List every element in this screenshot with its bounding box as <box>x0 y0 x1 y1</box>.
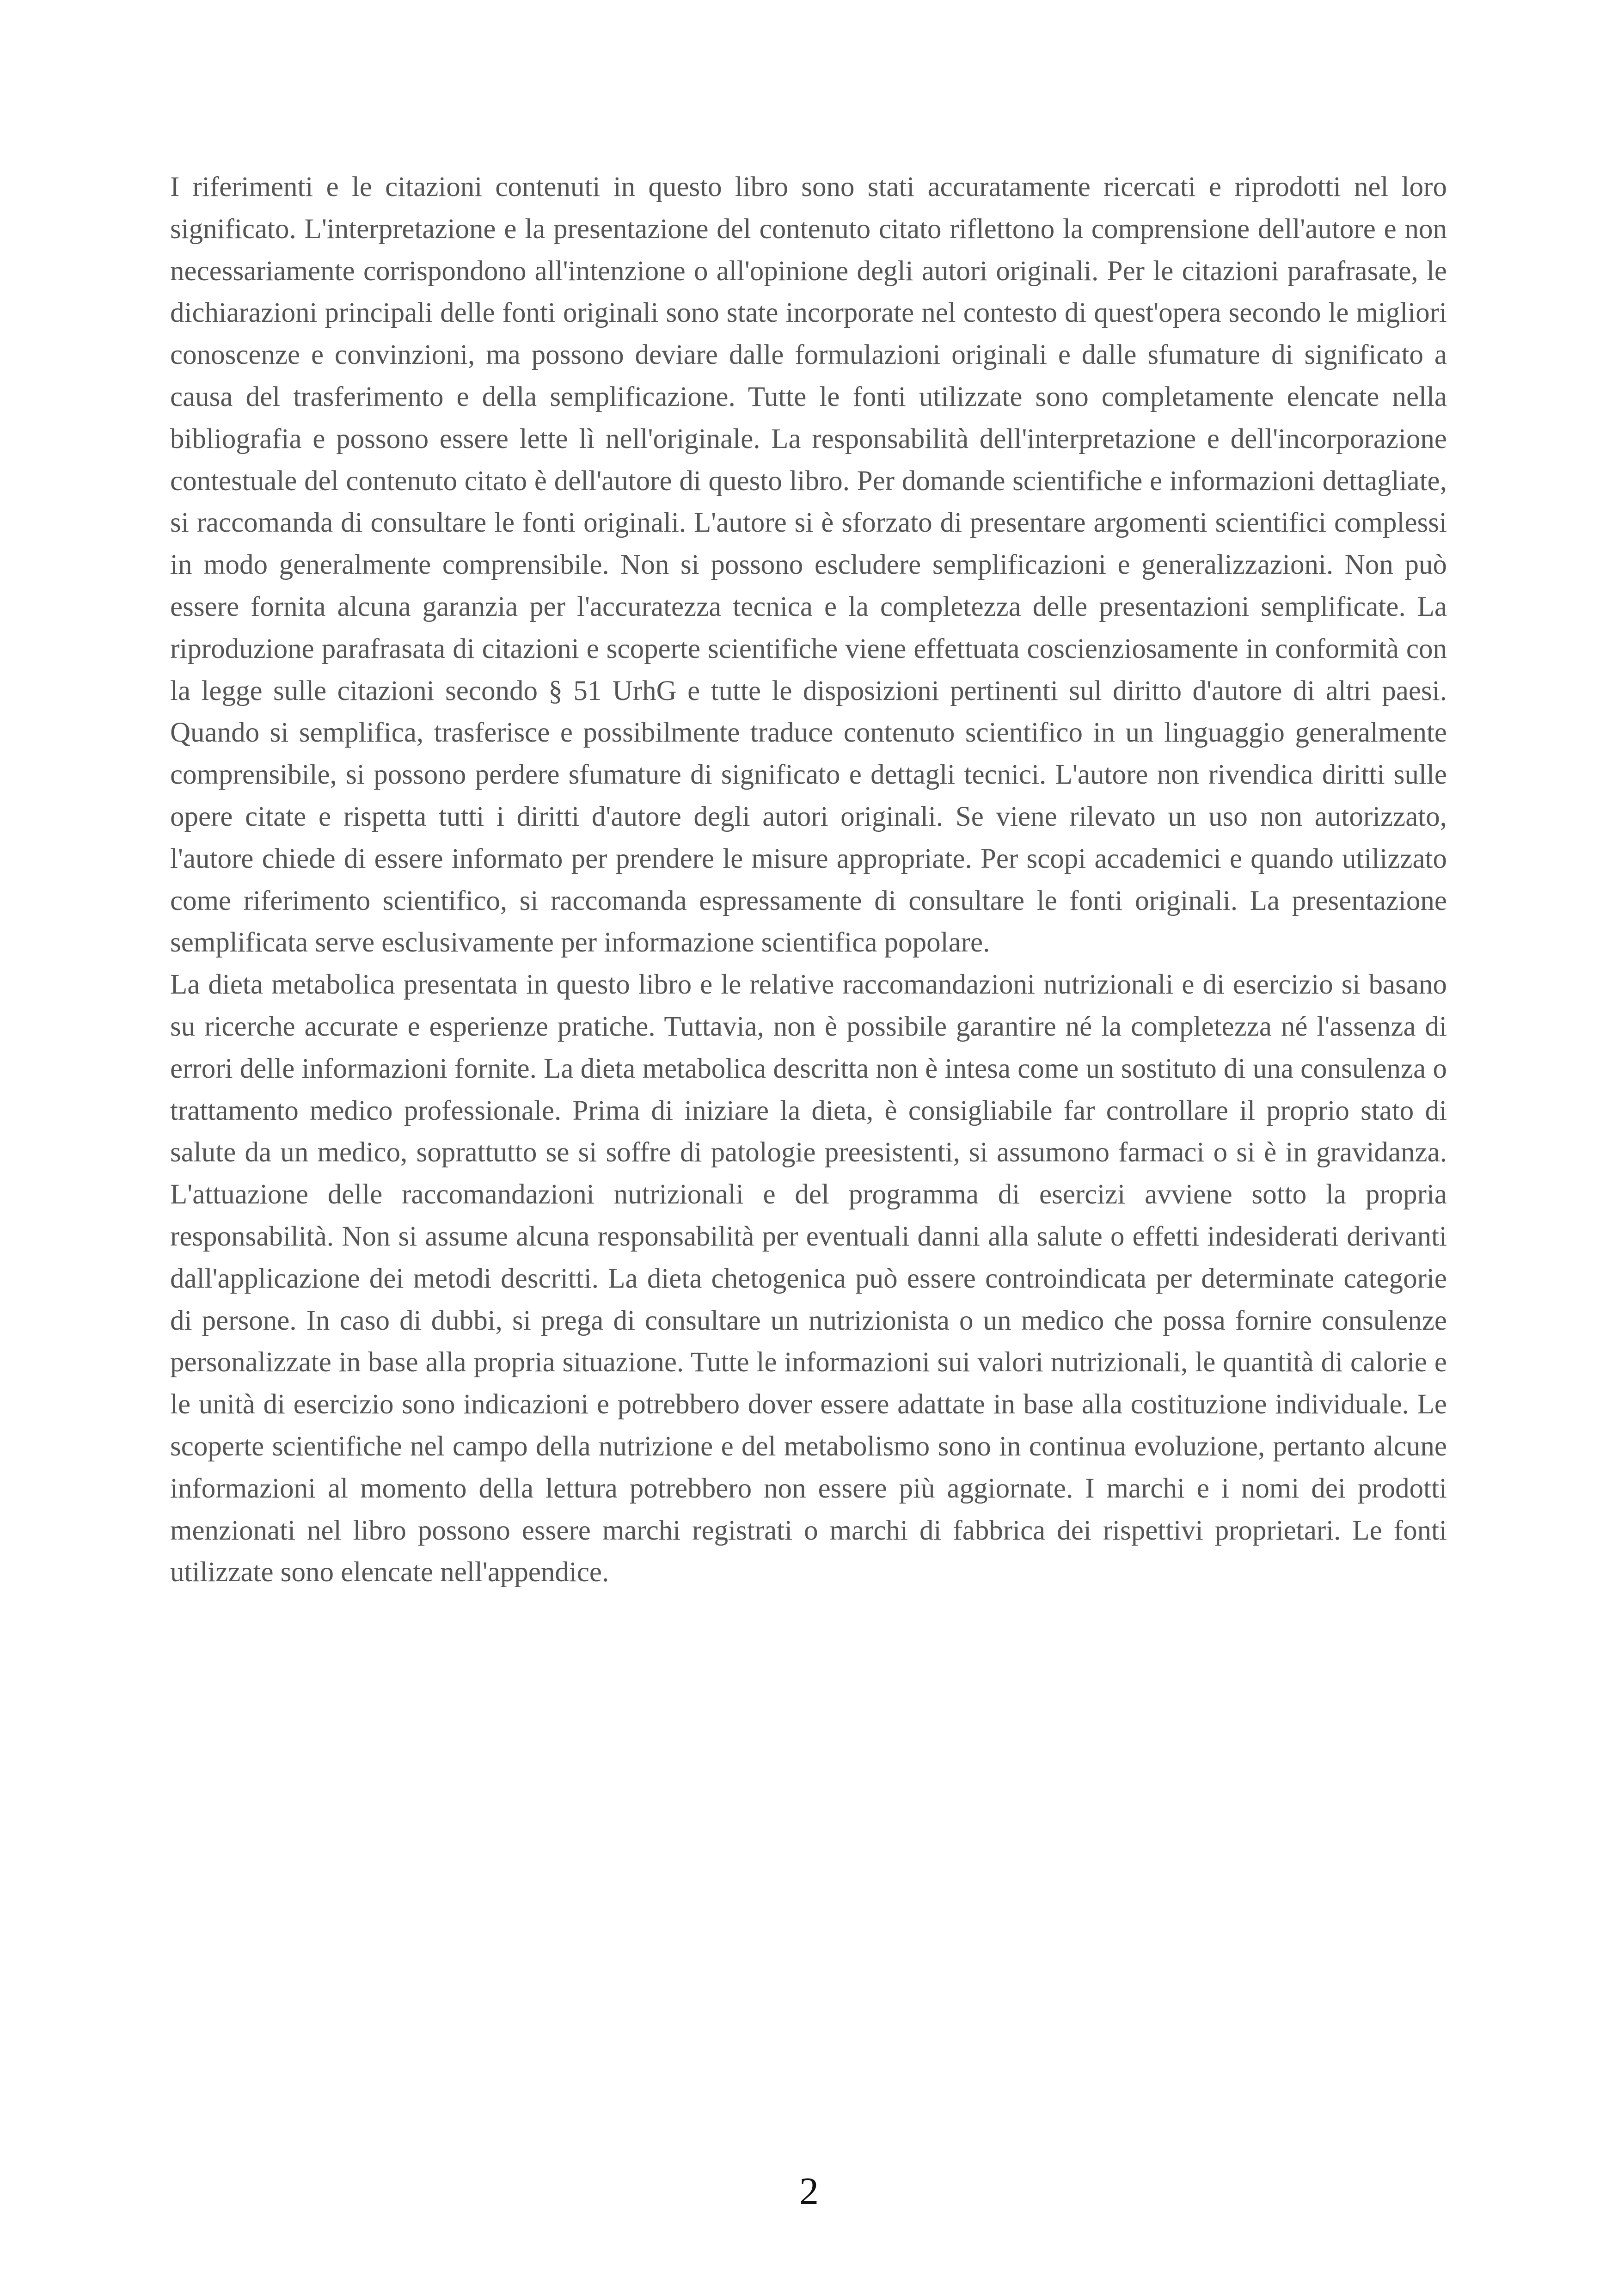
page-number: 2 <box>799 2170 819 2213</box>
paragraph-citations-disclaimer: I riferimenti e le citazioni contenuti in questo libro sono stati accuratamente ricercati e riprodotti nel loro significato. L'interpretazione e la presentazione del contenuto citato riflettono la comprensione dell'autore e non necessariamente corrispondono all'intenzione o all'opinione degli autori originali. Per le citazioni parafrasate, le dichiarazioni principali delle fonti originali sono state incorporate nel contesto di quest'opera secondo le migliori conoscenze e convinzioni, ma possono deviare dalle formulazioni originali e dalle sfumature di significato a causa del trasferimento e della semplificazione. Tutte le fonti utilizzate sono completamente elencate nella bibliografia e possono essere lette lì nell'originale. La responsabilità dell'interpretazione e dell'incorporazione contestuale del contenuto citato è dell'autore di questo libro. Per domande scientifiche e informazioni dettagliate, si raccomanda di consultare le fonti originali. L'autore si è sforzato di presentare argomenti scientifici complessi in modo generalmente comprensibile. Non si possono escludere semplificazioni e generalizzazioni. Non può essere fornita alcuna garanzia per l'accuratezza tecnica e la completezza delle presentazioni semplificate. La riproduzione parafrasata di citazioni e scoperte scientifiche viene effettuata coscienziosamente in conformità con la legge sulle citazioni secondo § 51 UrhG e tutte le disposizioni pertinenti sul diritto d'autore di altri paesi. Quando si semplifica, trasferisce e possibilmente traduce contenuto scientifico in un linguaggio generalmente comprensibile, si possono perdere sfumature di significato e dettagli tecnici. L'autore non rivendica diritti sulle opere citate e rispetta tutti i diritti d'autore degli autori originali. Se viene rilevato un uso non autorizzato, l'autore chiede di essere informato per prendere le misure appropriate. Per scopi accademici e quando utilizzato come riferimento scientifico, si raccomanda espressamente di consultare le fonti originali. La presentazione semplificata serve esclusivamente per informazione scientifica popolare. <box>170 172 1447 958</box>
paragraph-diet-disclaimer: La dieta metabolica presentata in questo libro e le relative raccomandazioni nutrizionali e di esercizio si basano su ricerche accurate e esperienze pratiche. Tuttavia, non è possibile garantire né la completezza né l'assenza di errori delle informazioni fornite. La dieta metabolica descritta non è intesa come un sostituto di una consulenza o trattamento medico professionale. Prima di iniziare la dieta, è consigliabile far controllare il proprio stato di salute da un medico, soprattutto se si soffre di patologie preesistenti, si assumono farmaci o si è in gravidanza. L'attuazione delle raccomandazioni nutrizionali e del programma di esercizi avviene sotto la propria responsabilità. Non si assume alcuna responsabilità per eventuali danni alla salute o effetti indesiderati derivanti dall'applicazione dei metodi descritti. La dieta chetogenica può essere controindicata per determinate categorie di persone. In caso di dubbi, si prega di consultare un nutrizionista o un medico che possa fornire consulenze personalizzate in base alla propria situazione. Tutte le informazioni sui valori nutrizionali, le quantità di calorie e le unità di esercizio sono indicazioni e potrebbero dover essere adattate in base alla costituzione individuale. Le scoperte scientifiche nel campo della nutrizione e del metabolismo sono in continua evoluzione, pertanto alcune informazioni al momento della lettura potrebbero non essere più aggiornate. I marchi e i nomi dei prodotti menzionati nel libro possono essere marchi registrati o marchi di fabbrica dei rispettivi proprietari. Le fonti utilizzate sono elencate nell'appendice. <box>170 969 1447 1588</box>
document-body <box>170 166 1447 1594</box>
